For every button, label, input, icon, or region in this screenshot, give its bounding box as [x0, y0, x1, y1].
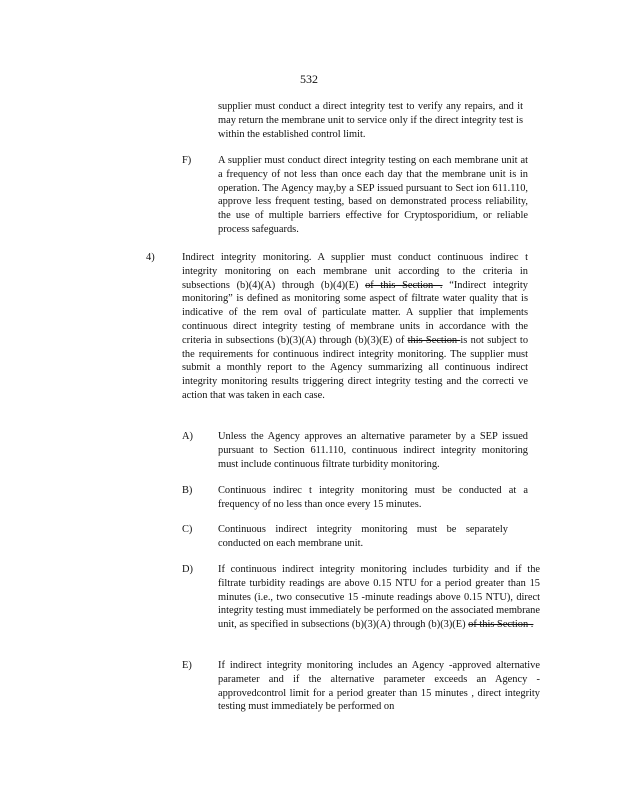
item-e-label: E) [182, 660, 192, 671]
item-d-label: D) [182, 564, 193, 575]
item-4-label: 4) [146, 252, 155, 263]
continuation-paragraph: supplier must conduct a direct integrity test to verify any repairs, and it may return the membrane unit to service only if the direct integrity test is within the established control limit. [218, 101, 523, 140]
item-4-text-part1: Indirect integrity monitoring. A supplier must conduct continuous indirec t integrity monitoring on each membrane unit according to the criteria in subsections (b)(4)(A) through (b)(4)(E) [182, 252, 528, 291]
item-4-struck-text-1: of this Section . [365, 279, 443, 291]
item-4-text [182, 251, 528, 403]
item-4-text-part2: “Indirect integrity monitoring” is defined as monitoring some aspect of filtrate water quality that is indicative of the rem oval of particulate matter. A supplier that implements continuous direct integrity testing of membrane units in accordance with the criteria in subsections (b)(3)(A) through (b)(3)(E) of [182, 279, 528, 346]
item-d-struck-text: of this Section . [468, 619, 534, 631]
item-b-label: B) [182, 485, 193, 496]
item-a-label: A) [182, 431, 193, 442]
item-4-struck-text-2: this Section [407, 334, 461, 346]
item-f-text: A supplier must conduct direct integrity testing on each membrane unit at a frequency of not less than once each day that the membrane unit is in operation. The Agency may,by a SEP issued pursuant to Sect ion 611.110, approve less frequent testing, based on demonstrated process reliability, the use of multiple barriers effective for Cryptosporidium, or reliable process safeguards. [218, 155, 528, 235]
item-f-label: F) [182, 155, 192, 166]
item-b-text: Continuous indirec t integrity monitoring must be conducted at a frequency of no less than once every 15 minutes. [218, 485, 528, 510]
item-e-text: If indirect integrity monitoring includes an Agency -approved alternative parameter and if the alternative parameter exceeds an Agency -approvedcontrol limit for a period greater than 15 minutes , direct integrity testing must immediately be performed on [218, 660, 540, 713]
item-a-text: Unless the Agency approves an alternative parameter by a SEP issued pursuant to Section 611.110, continuous indirect integrity monitoring must include continuous filtrate turbidity monitoring. [218, 431, 528, 470]
item-c-label: C) [182, 524, 193, 535]
page-number: 532 [300, 72, 318, 86]
item-4-text-part3: is not subject to the requirements for continuous indirect integrity monitoring. The supplier must submit a monthly report to the Agency summarizing all continuous indirect integrity monitoring results triggering direct integrity testing and the correcti ve action that was taken in each case. [182, 334, 529, 401]
item-c-text: Continuous indirect integrity monitoring must be separately conducted on each membrane unit. [218, 524, 508, 549]
item-d-text [218, 563, 540, 632]
item-d-text-part1: If continuous indirect integrity monitoring includes turbidity and if the filtrate turbidity readings are above 0.15 NTU for a period greater than 15 minutes (i.e., two consecutive 15 -minute readings above 0.15 NTU), direct integrity testing must immediately be performed on the associated membrane unit, as specified in subsections (b)(3)(A) through (b)(3)(E) [218, 564, 540, 631]
